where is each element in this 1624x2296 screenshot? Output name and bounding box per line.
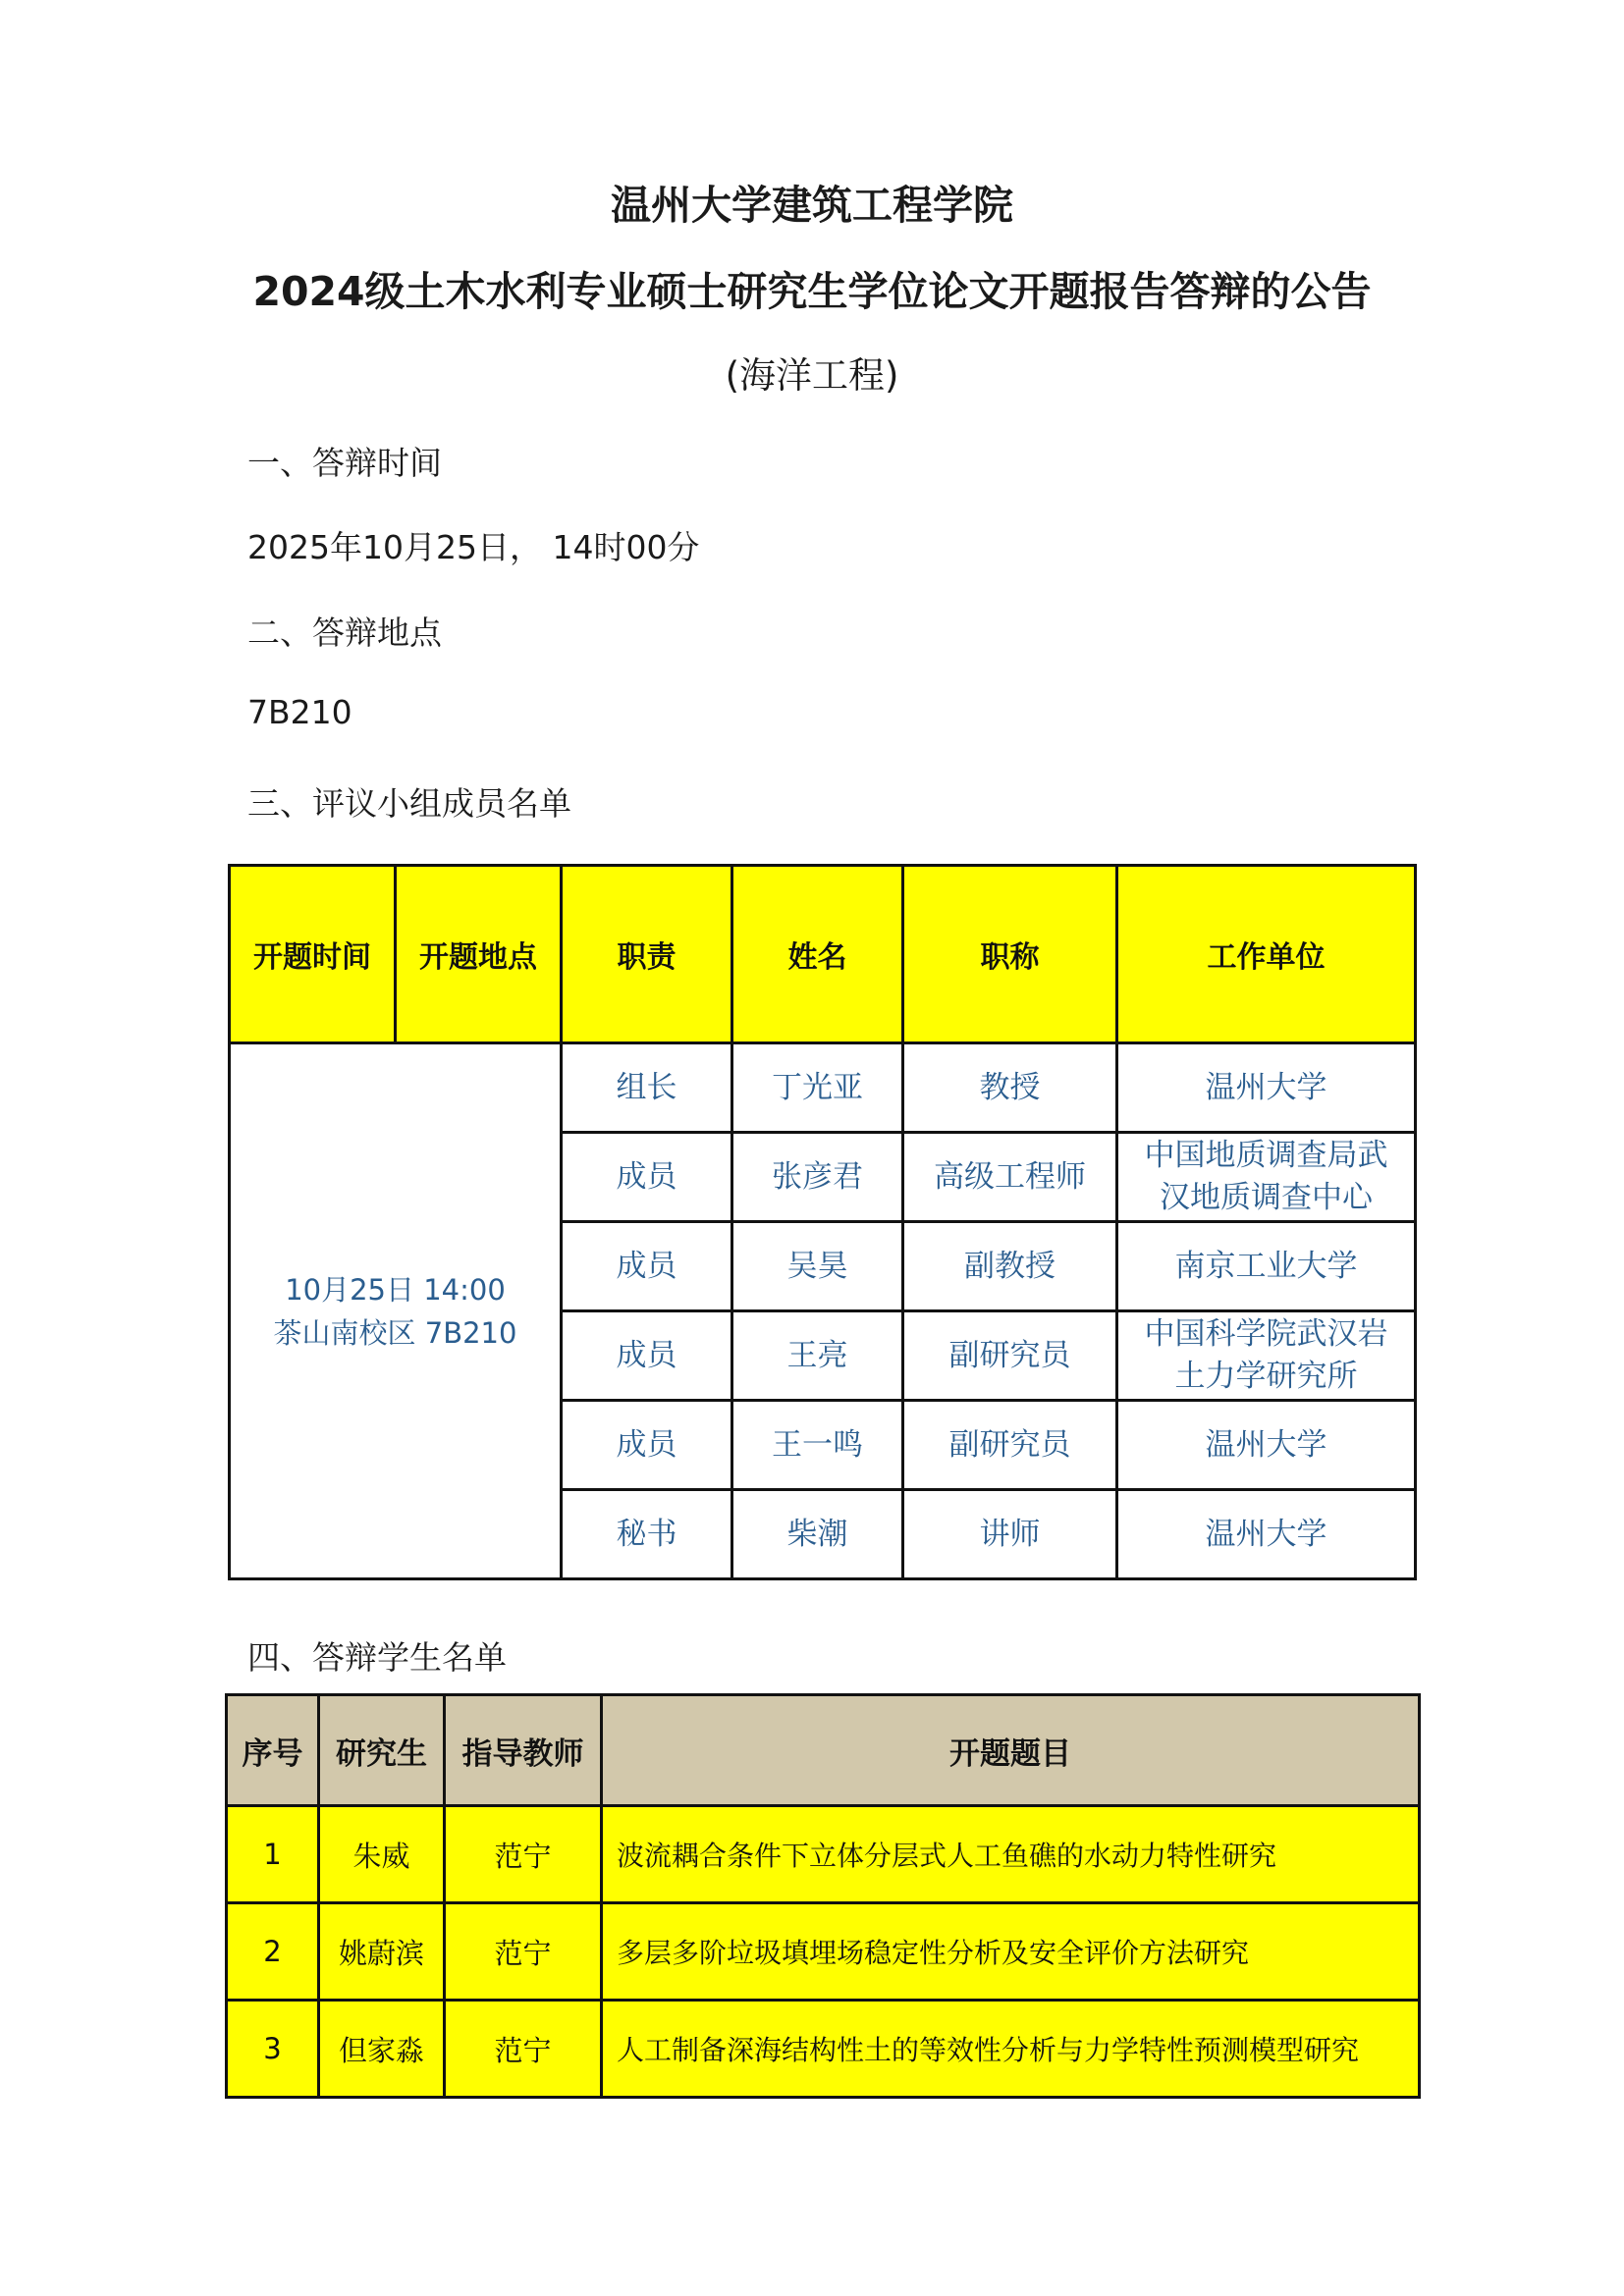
name-cell: 吴昊	[732, 1222, 903, 1311]
name-cell: 张彦君	[732, 1133, 903, 1222]
header-cell-number: 序号	[227, 1695, 319, 1806]
advisor-cell: 范宁	[445, 2001, 602, 2098]
header-cell-unit: 工作单位	[1117, 866, 1416, 1043]
section-heading-panel: 三、评议小组成员名单	[247, 784, 571, 823]
table-row	[230, 1043, 1416, 1133]
title-cell: 副研究员	[903, 1401, 1117, 1490]
title-cell: 副教授	[903, 1222, 1117, 1311]
advisor-cell: 范宁	[445, 1806, 602, 1903]
title-cell: 教授	[903, 1043, 1117, 1133]
unit-cell: 温州大学	[1117, 1043, 1416, 1133]
panel-members-table	[228, 864, 1417, 1580]
document-subject: 2024级土木水利专业硕士研究生学位论文开题报告答辩的公告	[252, 268, 1372, 315]
section-heading-time: 一、答辩时间	[247, 444, 442, 482]
title-cell: 高级工程师	[903, 1133, 1117, 1222]
title-cell: 副研究员	[903, 1311, 1117, 1401]
number-cell: 1	[227, 1806, 319, 1903]
number-cell: 3	[227, 2001, 319, 2098]
role-cell: 成员	[562, 1222, 732, 1311]
table-row	[227, 1903, 1420, 2001]
student-cell: 但家淼	[319, 2001, 445, 2098]
name-cell: 丁光亚	[732, 1043, 903, 1133]
header-cell-student: 研究生	[319, 1695, 445, 1806]
role-cell: 秘书	[562, 1490, 732, 1579]
panel-table-header-row	[230, 866, 1416, 1043]
name-cell: 王一鸣	[732, 1401, 903, 1490]
table-row	[227, 2001, 1420, 2098]
header-cell-time: 开题时间	[230, 866, 396, 1043]
section-heading-students: 四、答辩学生名单	[247, 1638, 507, 1677]
topic-cell: 多层多阶垃圾填埋场稳定性分析及安全评价方法研究	[602, 1903, 1420, 2001]
advisor-cell: 范宁	[445, 1903, 602, 2001]
document-subtitle: (海洋工程)	[725, 354, 899, 397]
header-cell-advisor: 指导教师	[445, 1695, 602, 1806]
session-time: 10月25日 14:00	[285, 1272, 506, 1307]
role-cell: 组长	[562, 1043, 732, 1133]
header-cell-topic: 开题题目	[602, 1695, 1420, 1806]
name-cell: 王亮	[732, 1311, 903, 1401]
unit-cell: 温州大学	[1117, 1401, 1416, 1490]
unit-cell: 中国科学院武汉岩土力学研究所	[1117, 1311, 1416, 1401]
document-title: 温州大学建筑工程学院	[611, 182, 1013, 229]
header-cell-role: 职责	[562, 866, 732, 1043]
name-cell: 柴潮	[732, 1490, 903, 1579]
student-cell: 朱威	[319, 1806, 445, 1903]
header-cell-name: 姓名	[732, 866, 903, 1043]
header-cell-place: 开题地点	[396, 866, 562, 1043]
students-table	[225, 1693, 1421, 2099]
student-cell: 姚蔚滨	[319, 1903, 445, 2001]
table-row	[227, 1806, 1420, 1903]
unit-cell: 中国地质调查局武汉地质调查中心	[1117, 1133, 1416, 1222]
role-cell: 成员	[562, 1133, 732, 1222]
title-cell: 讲师	[903, 1490, 1117, 1579]
header-cell-title: 职称	[903, 866, 1117, 1043]
defense-time-value: 2025年10月25日， 14时00分	[247, 528, 700, 566]
unit-cell: 温州大学	[1117, 1490, 1416, 1579]
section-heading-place: 二、答辩地点	[247, 614, 442, 652]
topic-cell: 人工制备深海结构性土的等效性分析与力学特性预测模型研究	[602, 2001, 1420, 2098]
topic-cell: 波流耦合条件下立体分层式人工鱼礁的水动力特性研究	[602, 1806, 1420, 1903]
unit-cell: 南京工业大学	[1117, 1222, 1416, 1311]
students-table-header-row	[227, 1695, 1420, 1806]
role-cell: 成员	[562, 1311, 732, 1401]
defense-place-value: 7B210	[247, 693, 352, 731]
session-place: 茶山南校区 7B210	[273, 1315, 517, 1350]
number-cell: 2	[227, 1903, 319, 2001]
session-time-place-cell	[230, 1043, 562, 1579]
role-cell: 成员	[562, 1401, 732, 1490]
